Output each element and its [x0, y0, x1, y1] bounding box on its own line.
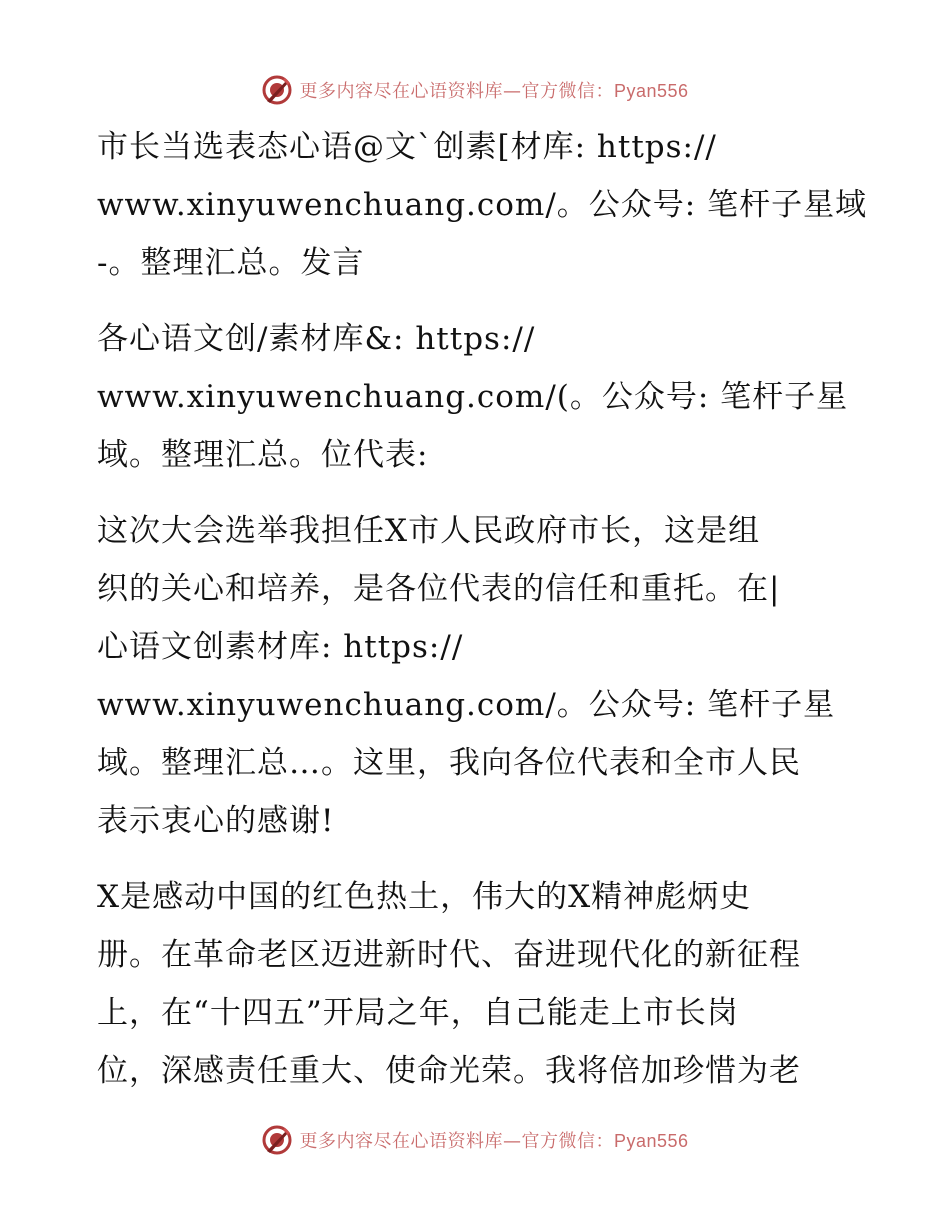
- paragraph-line: 表示衷心的感谢!: [97, 803, 335, 839]
- paragraph-line: 市长当选表态心语@文`创素[材库: https://: [97, 129, 717, 165]
- paragraph-line: www.xinyuwenchuang.com/。公众号: 笔杆子星域: [97, 187, 868, 223]
- pen-logo-icon: [261, 1124, 293, 1156]
- paragraph-line: X是感动中国的红色热土，伟大的X精神彪炳史: [97, 879, 752, 915]
- paragraph-line: 这次大会选举我担任X市人民政府市长，这是组: [97, 513, 761, 549]
- paragraph-line: 心语文创素材库: https://: [97, 629, 464, 665]
- paragraph-line: 域。整理汇总。位代表:: [97, 437, 429, 473]
- footer-banner: [0, 1120, 950, 1160]
- paragraph-line: 织的关心和培养，是各位代表的信任和重托。在|: [97, 571, 781, 607]
- document-body: [97, 118, 868, 1118]
- paragraph-3: [97, 502, 857, 850]
- paragraph-1: [97, 118, 868, 292]
- footer-banner-text: 更多内容尽在心语资料库—官方微信：Pyan556: [299, 1131, 689, 1152]
- paragraph-line: www.xinyuwenchuang.com/。公众号: 笔杆子星: [97, 687, 836, 723]
- paragraph-line: 域。整理汇总…。这里，我向各位代表和全市人民: [97, 745, 801, 781]
- header-banner-text: 更多内容尽在心语资料库—官方微信：Pyan556: [299, 81, 689, 102]
- paragraph-line: -。整理汇总。发言: [97, 245, 365, 281]
- paragraph-line: 册。在革命老区迈进新时代、奋进现代化的新征程: [97, 937, 801, 973]
- paragraph-line: 各心语文创/素材库&: https://: [97, 321, 536, 357]
- paragraph-4: [97, 868, 857, 1100]
- paragraph-line: 上，在“十四五”开局之年，自己能走上市长岗: [97, 995, 739, 1031]
- paragraph-line: www.xinyuwenchuang.com/(。公众号: 笔杆子星: [97, 379, 849, 415]
- paragraph-2: [97, 310, 857, 484]
- pen-logo-icon: [261, 74, 293, 106]
- header-banner: [0, 70, 950, 110]
- paragraph-line: 位，深感责任重大、使命光荣。我将倍加珍惜为老: [97, 1053, 801, 1089]
